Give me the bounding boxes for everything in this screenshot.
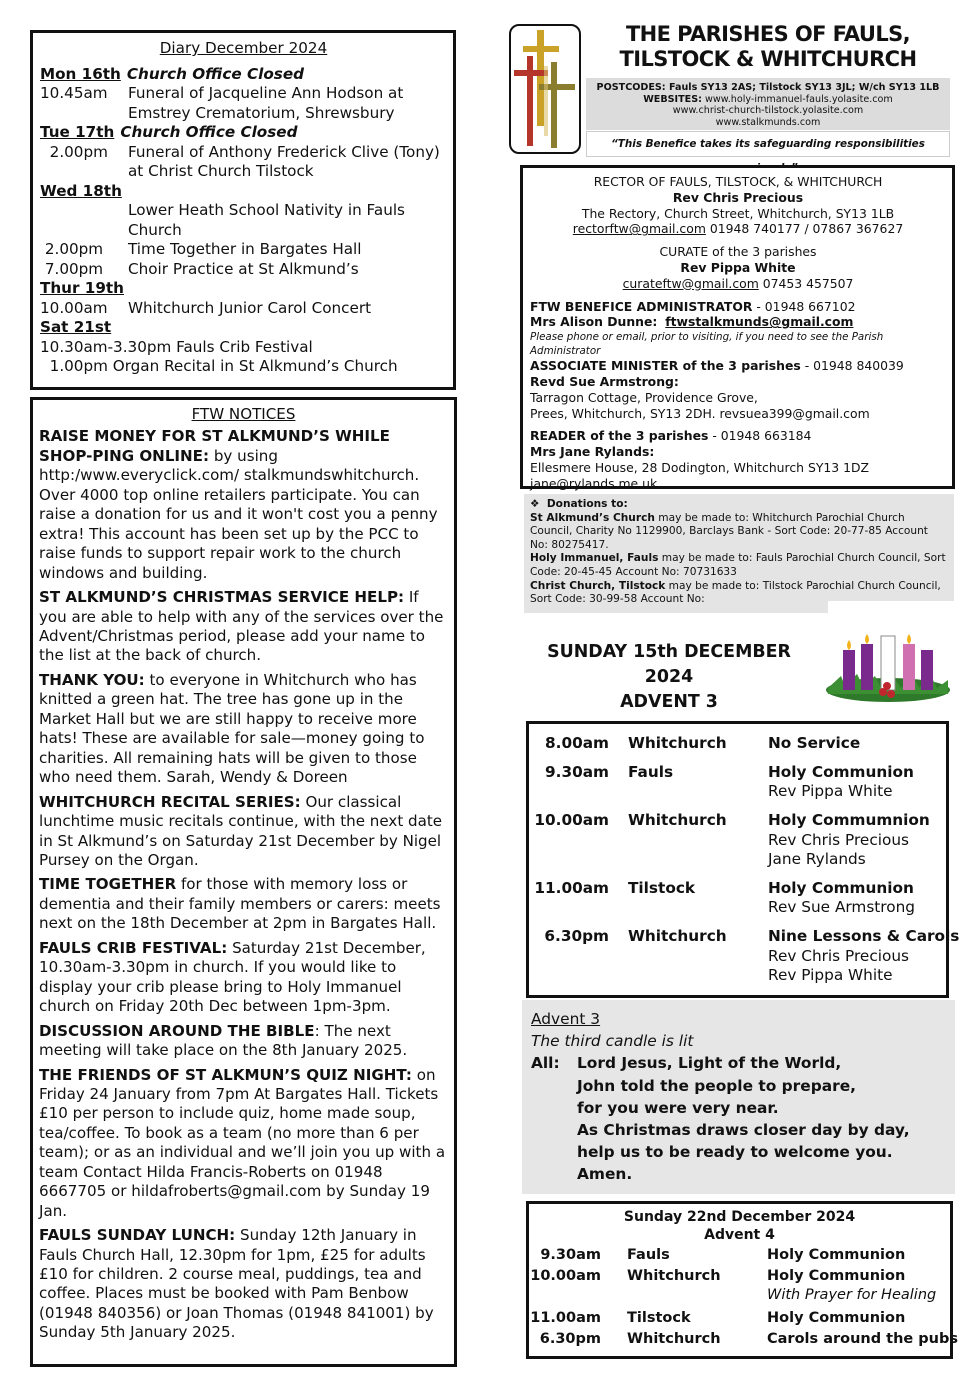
admin-name-line [530,314,946,330]
next-services-list [529,1246,959,1349]
service-name: No Service [768,734,861,752]
curate-phone: 07453 457507 [758,275,854,291]
parishes-title [586,22,950,72]
service-place: Whitchurch [628,927,727,946]
admin-title: FTW BENEFICE ADMINISTRATOR [530,298,753,314]
advent-wreath-candles-icon [823,628,953,708]
reader-title: READER of the 3 parishes [530,428,709,444]
service-minister: Rev Sue Armstrong [768,898,916,917]
notice-item [39,1226,448,1343]
donation-church: Christ Church, Tilstock [530,579,666,592]
service-time: 10.00am [534,811,609,830]
prayer-text: Lord Jesus, Light of the World, [577,1054,842,1073]
service-place: Tilstock [628,878,696,897]
diary-time: 2.00pm [40,142,108,161]
notice-body: to everyone in Whitchurch who has knitted a green hat. The tree has gone up in the Market Hall but we are still happy to receive more hats! These are available for sale—money going to charities. All remaining hats will be given to those who need them. Sarah, Wendy & Doreen [39,670,425,787]
service-time: 6.30pm [544,927,609,946]
donation-details: may be made to: Tilstock Parochial Church Council, Sort Code: 30-99-58 Account No: [530,579,941,606]
service-row [529,927,960,985]
notice-heading: THANK YOU: [39,670,145,689]
service-minister: Rev Pippa White [768,782,893,801]
service-row [529,811,946,869]
diary-text: Funeral of Jacqueline Ann Hodson at Emstrey Crematorium, Shrewsbury [128,84,404,122]
next-service-time: 10.00am [530,1268,601,1284]
three-crosses-icon [511,26,579,152]
prayer-line [531,1119,955,1141]
website-link-tilstock[interactable]: www.christ-church-tilstock.yolasite.com [672,105,864,117]
notice-body: Sunday 12th January in Fauls Church Hall, 12.30pm for 1pm, £25 for adults £10 for children. 2 course meal, puddings, tea and coffee. Places must be booked with Pam Benbow (01948 840356) or Joan Thomas (01948 841001) by Sunday 5th January 2025. [39,1226,434,1342]
service-minister: Rev Pippa White [768,966,893,985]
notice-heading: FAULS CRIB FESTIVAL: [39,938,228,957]
diary-title: Diary December 2024 [159,39,328,57]
prayer-text: John told the people to prepare, [577,1076,856,1095]
notice-item [39,588,448,666]
diary-entry [40,299,447,319]
diary-list [40,65,447,377]
donations-box [524,494,954,613]
service-details [768,811,946,869]
notice-item [39,939,448,1017]
prayer-text: As Christmas draws closer day by day, [577,1121,910,1140]
next-service-place: Whitchurch [627,1268,721,1284]
service-name: Holy Commumnion [768,811,930,830]
service-name: Holy Communion [768,762,914,781]
admin-note: Please phone or email, prior to visiting, if you need to see the Parish Administrator [530,331,884,358]
website-link-fauls[interactable]: www.holy-immanuel-fauls.yolasite.com [705,93,893,105]
admin-name: Mrs Alison Dunne: [530,314,658,330]
advent-subtitle: The third candle is lit [531,1032,694,1051]
next-service-place: Fauls [627,1247,670,1263]
admin-phone: - 01948 667102 [752,298,856,314]
next-service-row [529,1267,950,1305]
diary-text: Lower Heath School Nativity in Fauls Church [128,201,405,239]
notice-body: Our classical lunchtime music recitals continue, with the next date in St Alkmund’s on Saturday 21st December by Nigel Pursey on the Organ. [39,792,443,869]
service-minister: Jane Rylands [768,850,866,869]
reader-email[interactable]: jane@rylands.me.uk [530,475,658,491]
curate-contact [530,276,946,292]
safeguarding-quote: “This Benefice takes its safeguarding responsibilities [586,131,950,157]
four-diamond-bullet-icon: ❖ [530,498,540,510]
diary-day: Thur 19th [40,279,124,297]
diary-line: 1.00pm Organ Recital in St Alkmund’s Church [40,357,398,375]
diary-day: Mon 16th [40,64,121,83]
donations-title-line [530,498,948,512]
diary-line: 10.30am-3.30pm Fauls Crib Festival [40,337,313,356]
websites-line [586,94,950,106]
notice-item [39,875,448,933]
service-time: 9.30am [544,762,609,781]
diary-entry [40,143,447,182]
diary-time: 2.00pm [40,240,104,258]
donation-details: may be made to: Fauls Parochial Church Council, Sort Code: 20-45-45 Account No: 70731633 [530,552,946,578]
prayer-text: Amen. [577,1165,633,1184]
diary-entry [40,260,447,280]
assoc-phone: - 01948 840039 [800,358,904,374]
prayer-label [531,1119,577,1141]
sunday-heading [524,640,814,715]
notices-title: FTW NOTICES [191,405,296,423]
assoc-address-1: Tarragon Cottage, Providence Grove, [530,389,758,405]
next-service-name: Carols around the pubs [767,1331,959,1347]
diary-entry [40,201,447,240]
websites-label: WEBSITES: [643,93,702,105]
prayer-label [531,1097,577,1119]
donation-church: St Alkmund’s Church [530,511,655,524]
advent-prayer-box [522,1000,955,1194]
admin-email-link[interactable]: ftwstalkmunds@gmail.com [665,314,854,330]
next-service-place: Tilstock [627,1310,691,1326]
next-service-time: 11.00am [530,1310,601,1326]
reader-phone: - 01948 663184 [708,428,812,444]
notice-body: : The next meeting will take place on the 8th January 2025. [39,1021,408,1060]
service-row [529,763,946,802]
diary-time [40,201,128,240]
prayer-line [531,1141,955,1163]
next-service-name: Holy Communion [767,1268,906,1284]
service-details [768,927,959,985]
diary-day: Sat 21st [40,318,112,336]
prayer-label [531,1141,577,1163]
diary-day: Tue 17th [40,123,115,141]
sunday-date: SUNDAY 15th DECEMBER 2024 [547,642,791,687]
prayer-line [531,1163,955,1185]
next-service-name: Holy Communion [767,1247,906,1263]
notices-box [30,397,457,1367]
diary-entry [40,84,447,123]
notice-body: If you are able to help with any of the services over the Advent/Christmas period, please add your name to the list at the back of church. [39,588,444,665]
parishes-title-line1: THE PARISHES OF FAULS, [625,22,911,46]
next-sunday-box [526,1201,959,1359]
notice-heading: THE FRIENDS OF ST ALKMUN’S QUIZ NIGHT: [39,1065,412,1084]
service-place: Whitchurch [628,811,727,830]
reader-line [530,428,946,444]
rector-phone: 01948 740177 / 07867 367627 [705,221,904,237]
prayer-label [531,1075,577,1097]
notice-body: by using http:/www.everyclick.com/ stalkmundswhitchurch. Over 4000 top online retailers participate. You can raise a donation for us and it won't cost you a penny extra! This account has been set up by the PCC to raise funds to support repair work to the church windows and building. [39,446,438,582]
service-details [768,734,946,753]
next-service-time: 9.30am [540,1247,601,1263]
prayer-lines [531,1052,955,1185]
postcodes: POSTCODES: Fauls SY13 2AS; Tilstock SY13 3JL; W/ch SY13 1LB [596,82,940,93]
diary-day: Wed 18th [40,181,122,200]
diary-entry [40,182,447,202]
diary-entry [40,318,447,338]
donation-item [530,512,948,553]
curate-email-link[interactable]: curateftw@gmail.com [622,275,759,291]
rector-address: The Rectory, Church Street, Whitchurch, SY13 1LB [581,205,895,221]
service-place: Whitchurch [628,734,727,752]
reader-address: Ellesmere House, 28 Dodington, Whitchurch SY13 1DZ [530,459,869,475]
service-minister: Rev Chris Precious [768,830,910,849]
donation-item [530,552,948,579]
admin-line [530,299,946,315]
notice-heading: FAULS SUNDAY LUNCH: [39,1226,236,1245]
assoc-title: ASSOCIATE MINISTER of the 3 parishes [530,358,801,374]
next-service-note: With Prayer for Healing [767,1287,937,1303]
prayer-label [531,1163,577,1185]
next-sunday-date: Sunday 22nd December 2024 [623,1209,856,1225]
rector-title: RECTOR OF FAULS, TILSTOCK, & WHITCHURCH [593,174,883,189]
services-list [529,734,960,985]
notice-heading: DISCUSSION AROUND THE BIBLE [39,1021,315,1040]
next-sunday-advent: Advent 4 [704,1226,775,1243]
diary-text: Whitchurch Junior Carol Concert [128,298,372,317]
next-service-row [529,1246,950,1265]
rector-email-link[interactable]: rectorftw@gmail.com [572,221,706,237]
office-closed-note: Church Office Closed [120,123,298,141]
curate-name: Rev Pippa White [680,259,796,275]
diary-text: Time Together in Bargates Hall [128,240,362,258]
notice-body: on Friday 24 January from 7pm At Bargates Hall. Tickets £10 per person to include quiz, home made soup, tea/coffee. To book as a team (no more than 6 per team); or as an individual and we’ll join you up with a team Contact Hilda Francis-Roberts on 01948 6667705 or hildafroberts@gmail.com by Sunday 19 Jan. [39,1065,446,1220]
prayer-line [531,1052,955,1074]
donation-details: may be made to: Whitchurch Parochial Church Council, Charity No 1129900, Barclays Bank - Sort Code: 20-77-85 Account No: 80275417. [530,511,928,551]
service-details [768,763,946,802]
rector-contact [530,221,946,237]
donation-church: Holy Immanuel, Fauls [530,552,659,565]
diary-entry [40,338,447,358]
diary-text: Choir Practice at St Alkmund’s [128,259,359,278]
assoc-line [530,358,946,374]
next-service-details [767,1246,950,1265]
next-service-details [767,1309,950,1328]
next-service-time: 6.30pm [539,1331,601,1347]
prayer-line [531,1097,955,1119]
diary-entry [40,357,447,377]
notice-heading: WHITCHURCH RECITAL SERIES: [39,792,301,811]
contacts-box [520,165,955,489]
service-minister: Rev Chris Precious [768,946,910,965]
notice-heading: ST ALKMUND’S CHRISTMAS SERVICE HELP: [39,588,405,607]
service-row [529,734,946,753]
notice-heading: TIME TOGETHER [39,875,177,894]
notices-list [39,427,448,1342]
assoc-address-2: Prees, Whitchurch, SY13 2DH. revsuea399@gmail.com [530,405,870,421]
diary-time: 10.00am [40,298,108,317]
notice-body: for those with memory loss or dementia and their family members or carers: meets next on the 18th December at 2pm in Bargates Hall. [39,875,441,933]
notice-body: Saturday 21st December, 10.30am-3.30pm in church. If you would like to display your crib please bring to Holy Immanuel church on Friday 20th Dec between 1pm-3pm. [39,938,426,1016]
curate-title: CURATE of the 3 parishes [659,244,817,260]
service-place: Fauls [628,762,674,781]
next-service-row [529,1309,950,1328]
diary-text: Funeral of Anthony Frederick Clive (Tony) at Christ Church Tilstock [128,142,440,180]
service-name: Holy Communion [768,878,914,897]
diary-entry [40,123,447,143]
reader-name: Mrs Jane Rylands: [530,444,655,460]
next-service-details [767,1267,950,1305]
website-link-stalkmunds[interactable]: www.stalkmunds.com [715,117,821,129]
donations-list [530,512,948,607]
diary-entry [40,240,447,260]
notice-item [39,1022,448,1061]
rector-name: Rev Chris Precious [672,189,804,205]
service-time: 11.00am [534,878,609,897]
notice-heading: RAISE MONEY FOR ST ALKMUND’S WHILE SHOP-PING ONLINE: [39,427,390,465]
next-service-details [767,1330,958,1349]
diary-time: 7.00pm [40,259,104,278]
service-details [768,879,946,918]
assoc-name: Revd Sue Armstrong: [530,373,679,389]
diary-entry [40,65,447,85]
notice-item [39,1066,448,1222]
notice-item [39,793,448,871]
prayer-line [531,1075,955,1097]
advent-heading: Advent 3 [531,1010,601,1028]
three-crosses-logo [509,24,581,154]
next-service-place: Whitchurch [627,1331,721,1347]
prayer-label: All: [531,1054,560,1073]
office-closed-note: Church Office Closed [126,64,304,83]
header-info [586,78,950,130]
sunday-advent: ADVENT 3 [620,692,718,712]
parishes-title-line2: TILSTOCK & WHITCHURCH [619,47,917,71]
service-row [529,879,946,918]
prayer-text: help us to be ready to welcome you. [577,1143,893,1162]
notice-item [39,427,448,583]
service-time: 8.00am [544,734,609,752]
service-name: Nine Lessons & Carols [768,927,960,946]
donations-title: Donations to: [546,498,628,510]
next-service-name: Holy Communion [767,1310,906,1326]
diary-time: 10.45am [40,84,108,102]
diary-box [30,30,456,390]
next-service-row [529,1330,959,1349]
services-schedule [526,721,960,998]
prayer-text: for you were very near. [577,1098,779,1117]
notice-item [39,671,448,788]
diary-entry [40,279,447,299]
